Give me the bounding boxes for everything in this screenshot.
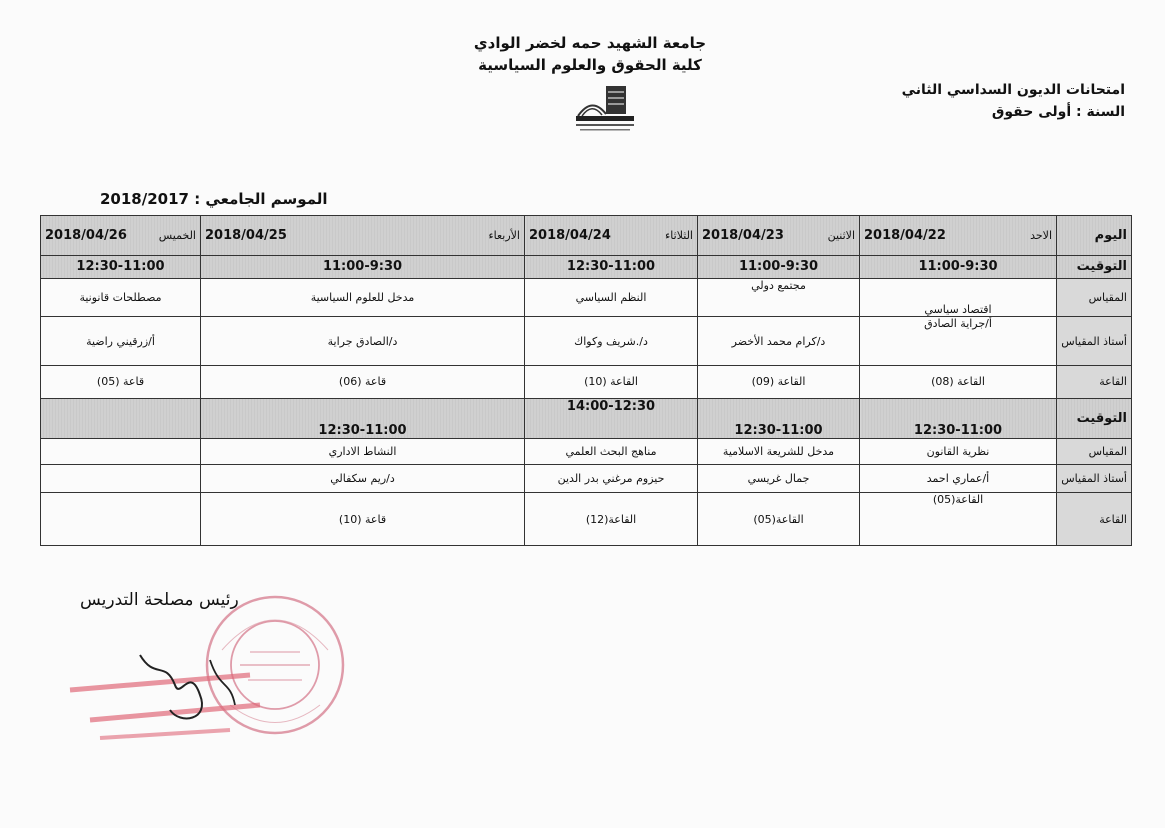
subject-cell: مناهج البحث العلمي (525, 438, 698, 464)
subject-cell: اقتصاد سياسي (860, 278, 1057, 316)
faculty-name: كلية الحقوق والعلوم السياسية (478, 56, 702, 74)
time-cell: 11:00-9:30 (698, 256, 860, 278)
room-cell: القاعة (08) (860, 366, 1057, 398)
room-cell: القاعة (10) (525, 366, 698, 398)
time-label: التوقيت (1057, 398, 1132, 438)
time-cell (41, 398, 201, 438)
professor-cell: د/.شريف وكواك (525, 316, 698, 365)
professor-row-2 (41, 465, 1132, 493)
professor-row-1 (41, 316, 1132, 365)
day-cell: الاثنين 2018/04/23 (698, 216, 860, 256)
professor-cell: حيزوم مرغني بدر الدين (525, 465, 698, 493)
room-row-1 (41, 366, 1132, 398)
academic-season: الموسم الجامعي : 2018/2017 (100, 190, 328, 208)
subject-row-1 (41, 278, 1132, 316)
subject-label: المقياس (1057, 278, 1132, 316)
signature-title: رئيس مصلحة التدريس (80, 590, 239, 610)
room-cell (41, 493, 201, 546)
room-cell: القاعة (09) (698, 366, 860, 398)
time-cell: 12:30-11:00 (41, 256, 201, 278)
room-cell: قاعة (05) (41, 366, 201, 398)
time-row-2 (41, 398, 1132, 438)
room-cell: قاعة (10) (201, 493, 525, 546)
professor-label: أستاذ المقياس (1057, 316, 1132, 365)
year-label: السنة : أولى حقوق (991, 104, 1125, 120)
room-cell: القاعة(12) (525, 493, 698, 546)
professor-cell: د/كرام محمد الأخضر (698, 316, 860, 365)
exam-title: امتحانات الديون السداسي الثاني (901, 82, 1125, 98)
exam-schedule-table (40, 215, 1132, 546)
time-cell: 11:00-9:30 (201, 256, 525, 278)
professor-cell (41, 465, 201, 493)
room-label: القاعة (1057, 493, 1132, 546)
university-logo (572, 82, 638, 136)
day-cell: الثلاثاء 2018/04/24 (525, 216, 698, 256)
time-cell: 14:00-12:30 (525, 398, 698, 438)
subject-cell: النشاط الاداري (201, 438, 525, 464)
subject-cell (41, 438, 201, 464)
subject-cell: مصطلحات قانونية (41, 278, 201, 316)
room-label: القاعة (1057, 366, 1132, 398)
time-cell: 12:30-11:00 (860, 398, 1057, 438)
subject-label: المقياس (1057, 438, 1132, 464)
professor-cell: أ/زرقيني راضية (41, 316, 201, 365)
subject-row-2 (41, 438, 1132, 464)
subject-cell: النظم السياسي (525, 278, 698, 316)
professor-cell: د/الصادق جراية (201, 316, 525, 365)
university-name: جامعة الشهيد حمه لخضر الوادي (473, 34, 707, 52)
handwritten-signature (60, 650, 270, 750)
professor-label: أستاذ المقياس (1057, 465, 1132, 493)
time-cell: 12:30-11:00 (201, 398, 525, 438)
professor-cell: أ/عماري احمد (860, 465, 1057, 493)
room-cell: قاعة (06) (201, 366, 525, 398)
subject-cell: مدخل للعلوم السياسية (201, 278, 525, 316)
subject-cell: مجتمع دولي (698, 278, 860, 316)
time-cell: 12:30-11:00 (525, 256, 698, 278)
room-cell: القاعة(05) (698, 493, 860, 546)
day-cell: الاحد 2018/04/22 (860, 216, 1057, 256)
day-cell: الخميس 2018/04/26 (41, 216, 201, 256)
room-row-2 (41, 493, 1132, 546)
time-row-1 (41, 256, 1132, 278)
professor-cell: د/ريم سكفالي (201, 465, 525, 493)
day-label: اليوم (1057, 216, 1132, 256)
room-cell: القاعة(05) (860, 493, 1057, 546)
subject-cell: نظرية القانون (860, 438, 1057, 464)
day-cell: الأربعاء 2018/04/25 (201, 216, 525, 256)
days-row (41, 216, 1132, 256)
subject-cell: مدخل للشريعة الاسلامية (698, 438, 860, 464)
time-label: التوقيت (1057, 256, 1132, 278)
time-cell: 11:00-9:30 (860, 256, 1057, 278)
professor-cell: جمال غريسي (698, 465, 860, 493)
time-cell: 12:30-11:00 (698, 398, 860, 438)
professor-cell: أ/جراية الصادق (860, 316, 1057, 365)
